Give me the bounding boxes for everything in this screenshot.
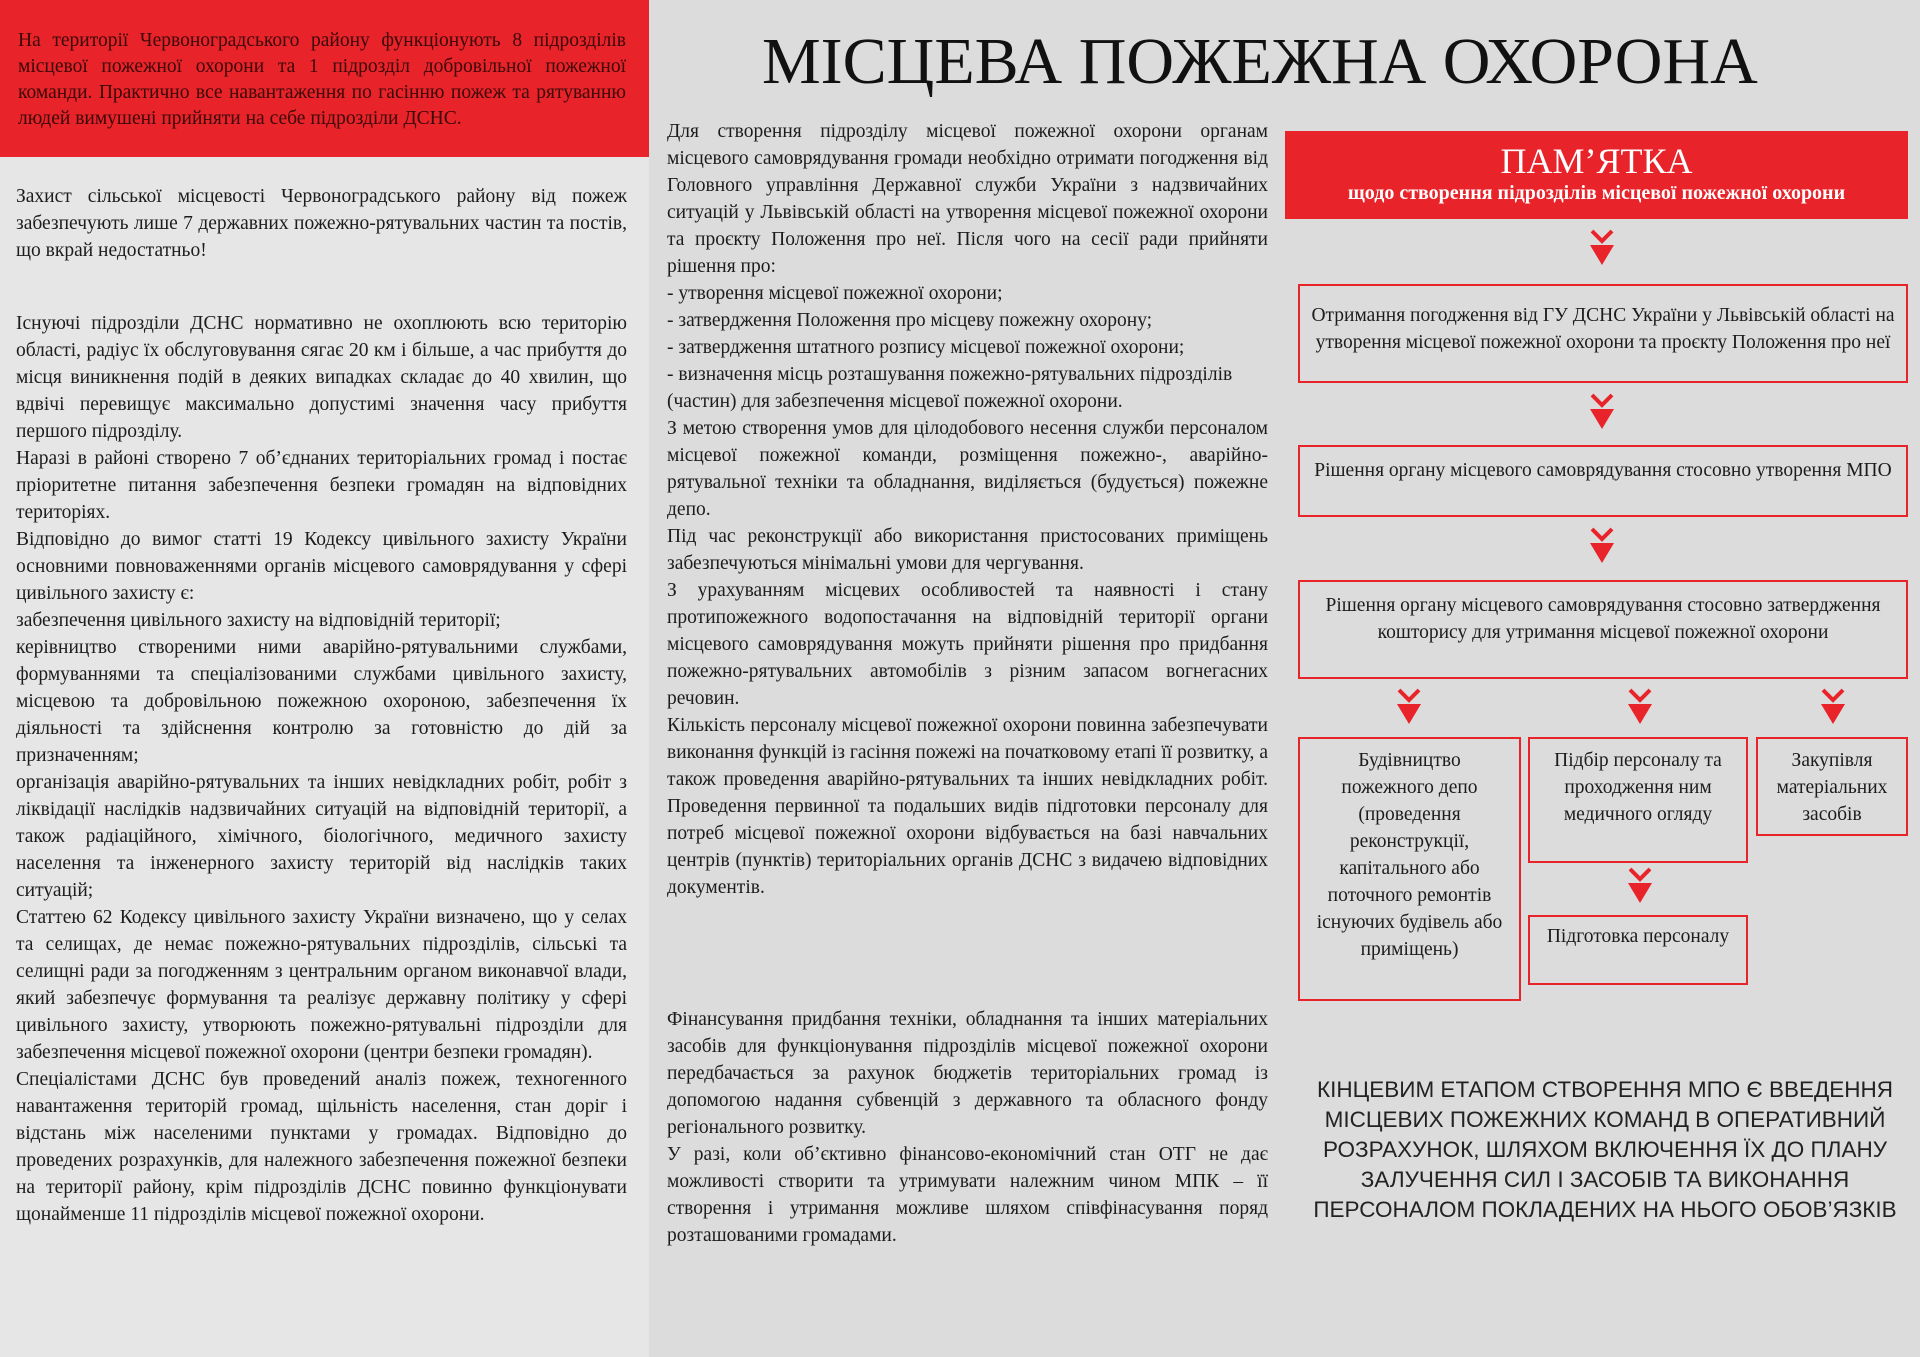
left-paragraph: забезпечення цивільного захисту на відповідній території;	[16, 610, 501, 631]
memo-header	[1285, 131, 1908, 219]
middle-column-bottom	[667, 1006, 1268, 1249]
left-paragraph: організація аварійно-рятувальних та інших невідкладних робіт, робіт з ліквідації наслідків надзвичайних ситуацій на відповідній території, а також радіаційного, хімічного, біологічного, медичного захисту населення та інженерного захисту територій від наслідків таких ситуацій;	[16, 772, 627, 901]
left-paragraph: Спеціалістами ДСНС був проведений аналіз пожеж, техногенного навантаження територій громад, щільність населення, стан доріг і відстань між населеними пунктами у громадах. Відповідно до проведених розрахунків, для належного забезпечення пожежної безпеки на території району, крім підрозділів ДСНС повинно функціонувати щонайменше 11 підрозділів місцевої пожежної охорони.	[16, 1069, 627, 1225]
left-paragraph: керівництво створеними ними аварійно-рятувальними службами, формуваннями та спеціалізованими службами цивільного захисту, місцевою та добровільною пожежною охороною, забезпечення їх діяльності та здійснення контролю за готовністю до дій за призначенням;	[16, 637, 627, 766]
step-budget-box: Рішення органу місцевого самоврядування стосовно затвердження кошторису для утримання місцевої пожежної охорони	[1298, 580, 1908, 679]
decision-list-item: - утворення місцевої пожежної охорони;	[667, 283, 1003, 304]
intro-highlight-text: На території Червоноградського району функціонують 8 підрозділів місцевої пожежної охорони та 1 підрозділ добровільної пожежної команди. Практично все навантаження по гасінню пожеж та рятуванню людей вимушені прийняти на себе підрозділи ДСНС.	[18, 30, 626, 129]
memo-title: ПАМ’ЯТКА	[1500, 141, 1693, 181]
page-title: МІСЦЕВА ПОЖЕЖНА ОХОРОНА	[762, 25, 1758, 98]
branch-staff-box: Підбір персоналу та проходження ним медичного огляду	[1528, 737, 1748, 863]
middle-paragraph: Під час реконструкції або використання пристосованих приміщень забезпечуються мінімальні умови для чергування.	[667, 526, 1268, 574]
left-paragraph: Існуючі підрозділи ДСНС нормативно не охоплюють всю територію області, радіус їх обслуговування сягає 20 км і більше, а час прибуття до місця виникнення подій в деяких випадках складає до 40 хвилин, що вдвічі перевищує максимально допустимі значення часу прибуття першого підрозділу.	[16, 313, 627, 442]
decision-list-item: - затвердження штатного розпису місцевої пожежної охорони;	[667, 337, 1185, 358]
financing-paragraph: Фінансування придбання техніки, обладнання та інших матеріальних засобів для функціонування підрозділів місцевої пожежної охорони передбачається за рахунок бюджетів територіальних громад із допомогою надання субвенцій з державного та обласного фонду регіонального розвитку.	[667, 1009, 1268, 1138]
left-paragraph: Відповідно до вимог статті 19 Кодексу цивільного захисту України основними повноваженнями органів місцевого самоврядування у сфері цивільного захисту є:	[16, 529, 627, 604]
step-approval-box: Отримання погодження від ГУ ДСНС України у Львівській області на утворення місцевої пожежної охорони та проєкту Положення про неї	[1298, 284, 1908, 383]
step-decision-box: Рішення органу місцевого самоврядування стосовно утворення МПО	[1298, 445, 1908, 517]
middle-intro: Для створення підрозділу місцевої пожежної охорони органам місцевого самоврядування громади необхідно отримати погодження від Головного управління Державної служби України з надзвичайних ситуацій у Львівській області на утворення місцевої пожежної охорони та проєкту Положення про неї. Після чого на сесії ради прийняти рішення про:	[667, 121, 1268, 277]
middle-paragraph: З метою створення умов для цілодобового несення служби персоналом місцевої пожежної команди, розміщення пожежно-, аварійно-рятувальної техніки та обладнання, виділяється (будується) пожежне депо.	[667, 418, 1268, 520]
final-stage-note: КІНЦЕВИМ ЕТАПОМ СТВОРЕННЯ МПО Є ВВЕДЕННЯ МІСЦЕВИХ ПОЖЕЖНИХ КОМАНД В ОПЕРАТИВНИЙ РОЗРАХУНОК, ШЛЯХОМ ВКЛЮЧЕННЯ ЇХ ДО ПЛАНУ ЗАЛУЧЕННЯ СИЛ І ЗАСОБІВ ТА ВИКОНАННЯ ПЕРСОНАЛОМ ПОКЛАДЕНИХ НА НЬОГО ОБОВ’ЯЗКІВ	[1313, 1077, 1897, 1222]
middle-column-top	[667, 118, 1268, 901]
cofinancing-paragraph: У разі, коли об’єктивно фінансово-економічний стан ОТГ не дає можливості створити та утримувати належним чином МПК – її створення і утримання можливе шляхом співфінасування поряд розташованими громадами.	[667, 1144, 1268, 1246]
left-paragraph: Статтею 62 Кодексу цивільного захисту України визначено, що у селах та селищах, де немає пожежно-рятувальних підрозділів, сільські та селищні ради за погодженням з центральним органом виконавчої влади, який забезпечує формування та реалізує державну політику у сфері цивільного захисту, утворюють пожежно-рятувальні підрозділи для забезпечення місцевої пожежної охорони (центри безпеки громадян).	[16, 907, 627, 1063]
left-intro: Захист сільської місцевості Червоноградського району від пожеж забезпечують лише 7 державних пожежно-рятувальних частин та постів, що вкрай недостатньо!	[16, 186, 627, 261]
decision-list-item: - затвердження Положення про місцеву пожежну охорону;	[667, 310, 1153, 331]
middle-paragraph: Кількість персоналу місцевої пожежної охорони повинна забезпечувати виконання функцій із гасіння пожежі на початковому етапі її розвитку, а також проведення аварійно-рятувальних та інших невідкладних робіт. Проведення первинної та подальших видів підготовки персоналу для потреб місцевої пожежної охорони відбувається на базі навчальних центрів (пунктів) територіальних органів ДСНС з видачею відповідних документів.	[667, 715, 1268, 898]
branch-purchase-box: Закупівля матеріальних засобів	[1756, 737, 1908, 836]
decision-list-item: - визначення місць розташування пожежно-рятувальних підрозділів (частин) для забезпечення місцевої пожежної охорони.	[667, 364, 1233, 412]
left-body	[16, 310, 627, 1228]
memo-subtitle: щодо створення підрозділів місцевої пожежної охорони	[1347, 182, 1846, 204]
left-paragraph: Наразі в районі створено 7 об’єднаних територіальних громад і постає пріоритетне питання забезпечення безпеки громадян на відповідних територіях.	[16, 448, 627, 523]
middle-paragraph: З урахуванням місцевих особливостей та наявності і стану протипожежного водопостачання на відповідній території органи місцевого самоврядування можуть прийняти рішення про придбання пожежно-рятувальних автомобілів з різним запасом вогнегасних речовин.	[667, 580, 1268, 709]
branch-build-box: Будівництво пожежного депо (проведення реконструкції, капітального або поточного ремонтів існуючих будівель або приміщень)	[1298, 737, 1521, 1001]
branch-training-box: Підготовка персоналу	[1528, 915, 1748, 985]
